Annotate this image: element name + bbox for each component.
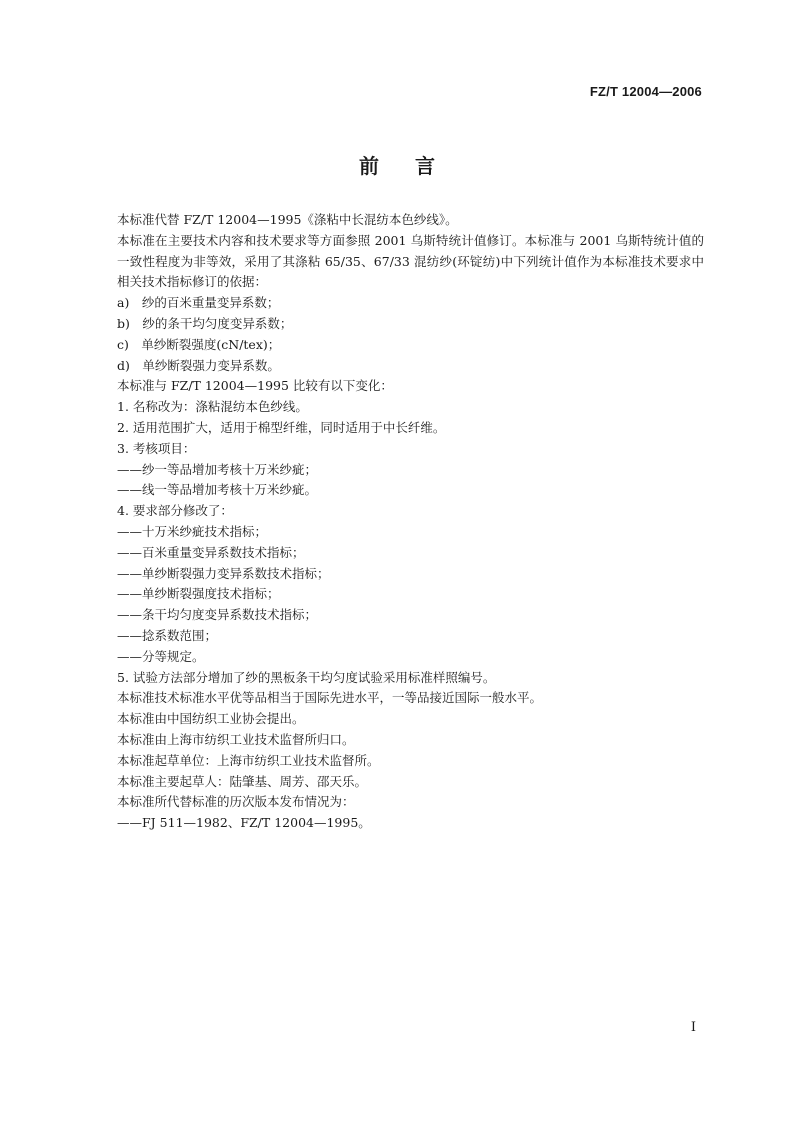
change-item-3: 3. 考核项目： <box>117 440 196 456</box>
dash-item: ——条干均匀度变异系数技术指标； <box>117 607 318 623</box>
dash-item: ——线一等品增加考核十万米纱疵。 <box>117 482 318 498</box>
paragraph-level: 本标准技术标准水平优等品相当于国际先进水平，一等品接近国际一般水平。 <box>117 690 543 706</box>
list-item-c: c) 单纱断裂强度(cN/tex)； <box>117 336 281 352</box>
paragraph-reference: 本标准在主要技术内容和技术要求等方面参照 2001 乌斯特统计值修订。本标准与 2001 乌斯特统计值的一致性程度为非等效，采用了其涤粘 65/35、67/33 混纺纱(环锭纺)中下列统计值作为本标准技术要求中相关技术指标修订的依据： <box>117 232 704 290</box>
paragraph-replaces: 本标准代替 FZ/T 12004—1995《涤粘中长混纺本色纱线》。 <box>117 212 458 227</box>
dash-item: ——纱一等品增加考核十万米纱疵； <box>117 461 318 477</box>
dash-item: ——单纱断裂强度技术指标； <box>117 586 280 602</box>
dash-item: ——十万米纱疵技术指标； <box>117 523 268 539</box>
list-item-a: a) 纱的百米重量变异系数； <box>117 295 280 311</box>
dash-item: ——百米重量变异系数技术指标； <box>117 544 305 560</box>
dash-item: ——FJ 511—1982、FZ/T 12004—1995。 <box>117 815 371 831</box>
dash-item: ——分等规定。 <box>117 648 205 664</box>
change-item-2: 2. 适用范围扩大，适用于棉型纤维，同时适用于中长纤维。 <box>117 419 446 435</box>
change-item-1: 1. 名称改为：涤粘混纺本色纱线。 <box>117 399 308 415</box>
page-title: 前言 <box>359 154 471 178</box>
page-number: I <box>690 1020 696 1035</box>
standard-code: FZ/T 12004—2006 <box>589 84 702 99</box>
paragraph-centralized: 本标准由上海市纺织工业技术监督所归口。 <box>117 731 355 747</box>
change-item-5: 5. 试验方法部分增加了纱的黑板条干均匀度试验采用标准样照编号。 <box>117 669 496 685</box>
dash-item: ——单纱断裂强力变异系数技术指标； <box>117 565 330 581</box>
list-item-b: b) 纱的条干均匀度变异系数； <box>117 315 293 331</box>
paragraph-drafters: 本标准主要起草人：陆肇基、周芳、邵天乐。 <box>117 773 368 789</box>
paragraph-changes: 本标准与 FZ/T 12004—1995 比较有以下变化： <box>117 378 393 394</box>
change-item-4: 4. 要求部分修改了： <box>117 503 233 519</box>
paragraph-proposer: 本标准由中国纺织工业协会提出。 <box>117 711 305 727</box>
foreword-body <box>90 210 704 834</box>
dash-item: ——捻系数范围； <box>117 627 218 643</box>
list-item-d: d) 单纱断裂强力变异系数。 <box>117 357 280 373</box>
paragraph-history: 本标准所代替标准的历次版本发布情况为： <box>117 794 355 810</box>
paragraph-drafting-unit: 本标准起草单位：上海市纺织工业技术监督所。 <box>117 752 380 768</box>
